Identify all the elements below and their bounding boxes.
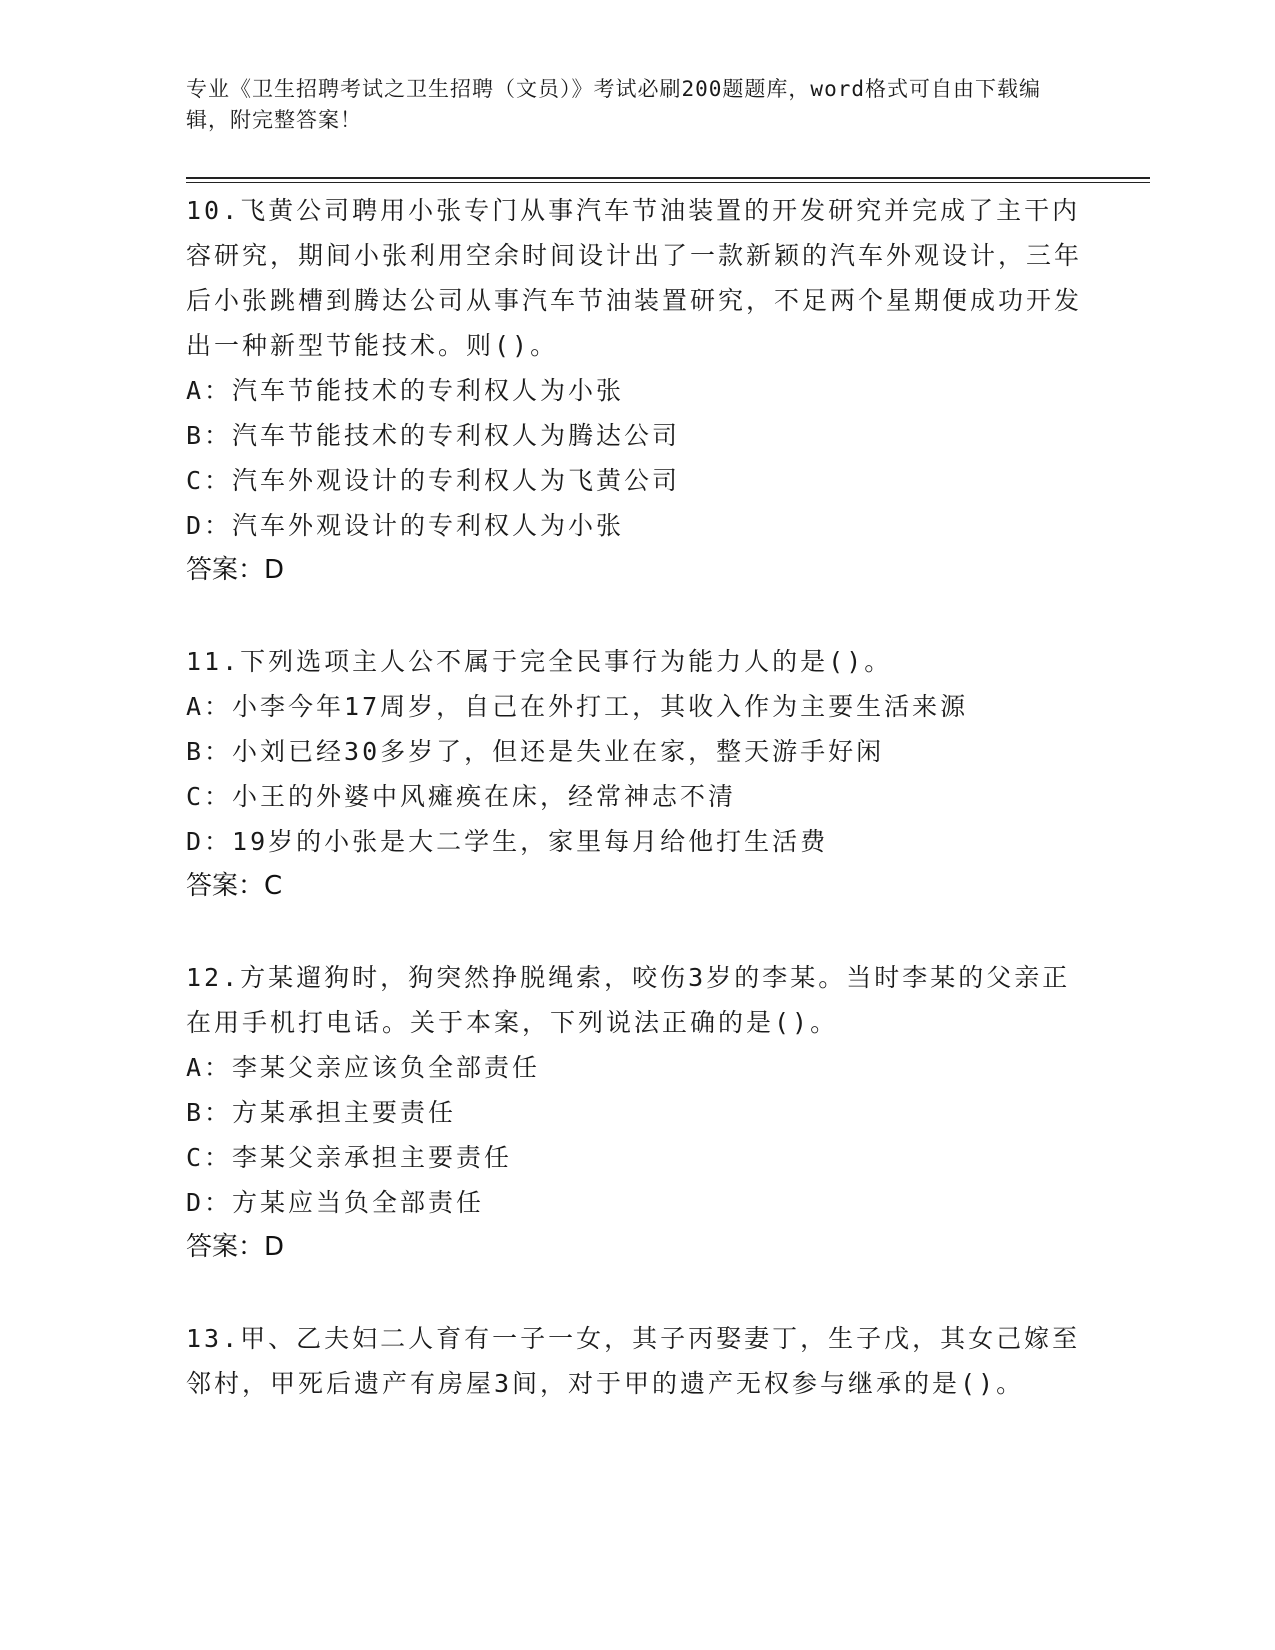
option-c: C：汽车外观设计的专利权人为飞黄公司 <box>186 466 681 495</box>
option-a: A：小李今年17周岁，自己在外打工，其收入作为主要生活来源 <box>186 692 969 721</box>
question-stem: 11.下列选项主人公不属于完全民事行为能力人的是()。 <box>186 647 893 676</box>
question-stem: 13.甲、乙夫妇二人育有一子一女，其子丙娶妻丁，生子戊，其女己嫁至邻村，甲死后遗产有房屋3间，对于甲的遗产无权参与继承的是()。 <box>186 1324 1081 1398</box>
option-d: D：19岁的小张是大二学生，家里每月给他打生活费 <box>186 827 829 856</box>
option-b: B：汽车节能技术的专利权人为腾达公司 <box>186 421 681 450</box>
option-d: D：汽车外观设计的专利权人为小张 <box>186 511 625 540</box>
option-a: A：李某父亲应该负全部责任 <box>186 1053 541 1082</box>
document-header: 专业《卫生招聘考试之卫生招聘（文员）》考试必刷200题题库，word格式可自由下载编辑，附完整答案！ <box>186 77 1041 132</box>
option-c: C：小王的外婆中风瘫痪在床，经常神志不清 <box>186 782 737 811</box>
question-11 <box>186 639 1086 909</box>
option-d: D：方某应当负全部责任 <box>186 1188 485 1217</box>
question-13 <box>186 1316 1086 1406</box>
header-divider-thick <box>186 177 1150 179</box>
answer-label: 答案：D <box>186 555 285 585</box>
answer-label: 答案：D <box>186 1232 285 1262</box>
option-c: C：李某父亲承担主要责任 <box>186 1143 513 1172</box>
option-b: B：小刘已经30多岁了，但还是失业在家，整天游手好闲 <box>186 737 885 766</box>
question-12 <box>186 955 1086 1270</box>
question-stem: 12.方某遛狗时，狗突然挣脱绳索，咬伤3岁的李某。当时李某的父亲正在用手机打电话。关于本案，下列说法正确的是()。 <box>186 963 1071 1037</box>
header-divider-thin <box>186 182 1150 183</box>
question-list <box>186 188 1086 1452</box>
question-stem: 10.飞黄公司聘用小张专门从事汽车节油装置的开发研究并完成了主干内容研究，期间小张利用空余时间设计出了一款新颖的汽车外观设计，三年后小张跳槽到腾达公司从事汽车节油装置研究，不足两个星期便成功开发出一种新型节能技术。则()。 <box>186 196 1083 360</box>
question-10 <box>186 188 1086 593</box>
option-b: B：方某承担主要责任 <box>186 1098 457 1127</box>
answer-label: 答案：C <box>186 871 283 901</box>
option-a: A：汽车节能技术的专利权人为小张 <box>186 376 625 405</box>
